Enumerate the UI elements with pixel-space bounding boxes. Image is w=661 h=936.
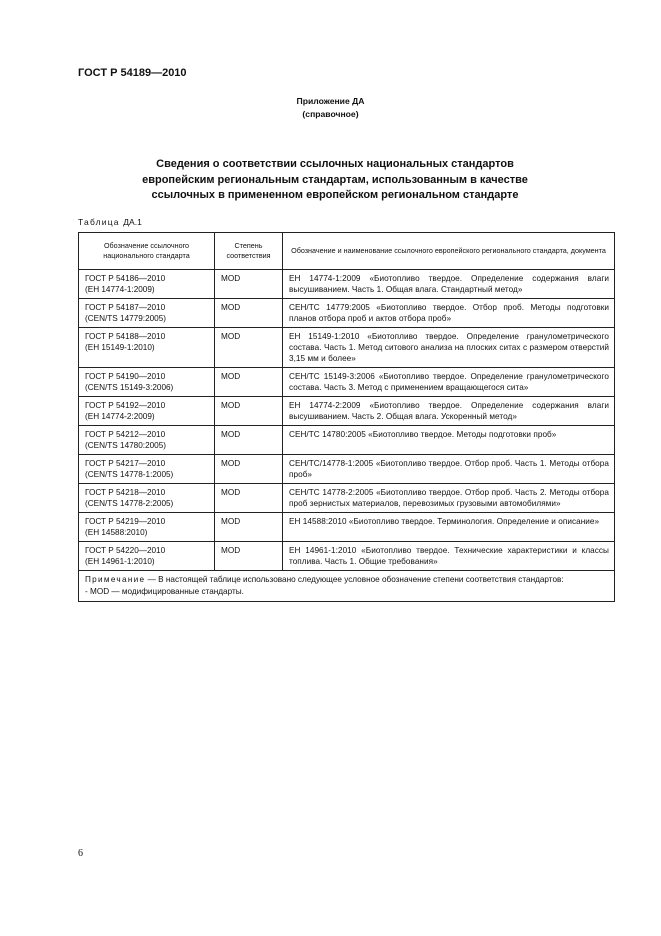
european-standard-cell: СЕН/ТС/14778-1:2005 «Биотопливо твердое. Отбор проб. Часть 1. Методы отбора проб» <box>283 455 615 484</box>
correspondence-table <box>78 232 615 602</box>
national-standard-reference: (CEN/TS 15149-3:2006) <box>85 383 174 392</box>
european-standard-cell: ЕН 14588:2010 «Биотопливо твердое. Терминология. Определение и описание» <box>283 513 615 542</box>
national-standard-code: ГОСТ Р 54187—2010 <box>85 303 166 312</box>
document-code: ГОСТ Р 54189—2010 <box>78 67 187 79</box>
national-standard-reference: (ЕН 14961-1:2010) <box>85 557 155 566</box>
national-standard-reference: (CEN/TS 14778-1:2005) <box>85 470 174 479</box>
table-caption-number: ДА.1 <box>123 217 142 227</box>
table-row <box>79 328 615 368</box>
national-standard-code: ГОСТ Р 54188—2010 <box>85 332 166 341</box>
national-standard-cell <box>79 368 215 397</box>
national-standard-reference: (CEN/TS 14780:2005) <box>85 441 167 450</box>
national-standard-code: ГОСТ Р 54190—2010 <box>85 372 166 381</box>
header-degree: Степень соответствия <box>215 233 283 270</box>
table-caption-label: Таблица <box>78 217 120 227</box>
degree-cell: MOD <box>215 299 283 328</box>
title-line: Сведения о соответствии ссылочных национальных стандартов <box>156 158 514 170</box>
national-standard-cell <box>79 513 215 542</box>
table-row <box>79 397 615 426</box>
table-row <box>79 299 615 328</box>
national-standard-cell <box>79 484 215 513</box>
degree-cell: MOD <box>215 328 283 368</box>
table-row <box>79 455 615 484</box>
european-standard-cell: ЕН 15149-1:2010 «Биотопливо твердое. Определение гранулометрического состава. Часть 1. Метод ситового анализа на плоских ситах с размером отверстий 3,15 мм и более» <box>283 328 615 368</box>
section-title <box>120 157 550 204</box>
table-header-row <box>79 233 615 270</box>
degree-cell: MOD <box>215 397 283 426</box>
national-standard-code: ГОСТ Р 54186—2010 <box>85 274 166 283</box>
table-caption <box>78 217 142 227</box>
degree-cell: MOD <box>215 426 283 455</box>
national-standard-reference: (ЕН 14774-2:2009) <box>85 412 155 421</box>
table-row <box>79 484 615 513</box>
degree-cell: MOD <box>215 513 283 542</box>
national-standard-code: ГОСТ Р 54217—2010 <box>85 459 166 468</box>
european-standard-cell: СЕН/ТС 14779:2005 «Биотопливо твердое. Отбор проб. Методы подготовки планов отбора проб и актов отбора проб» <box>283 299 615 328</box>
header-national-standard: Обозначение ссылочного национального стандарта <box>79 233 215 270</box>
national-standard-cell <box>79 270 215 299</box>
title-line: европейским региональным стандартам, использованным в качестве <box>142 173 528 186</box>
national-standard-cell <box>79 426 215 455</box>
table-row <box>79 542 615 571</box>
degree-cell: MOD <box>215 484 283 513</box>
national-standard-cell <box>79 455 215 484</box>
national-standard-reference: (CEN/TS 14778-2:2005) <box>85 499 174 508</box>
european-standard-cell: ЕН 14774-1:2009 «Биотопливо твердое. Определение содержания влаги высушиванием. Часть 1. Общая влага. Стандартный метод» <box>283 270 615 299</box>
appendix-heading <box>0 95 661 121</box>
european-standard-cell: СЕН/ТС 15149-3:2006 «Биотопливо твердое. Определение гранулометрического состава. Часть 3. Метод с применением вращающегося сита» <box>283 368 615 397</box>
page-number: 6 <box>78 848 83 859</box>
european-standard-cell: ЕН 14961-1:2010 «Биотопливо твердое. Технические характеристики и классы топлива. Часть 1. Общие требования» <box>283 542 615 571</box>
national-standard-code: ГОСТ Р 54218—2010 <box>85 488 166 497</box>
header-european-standard: Обозначение и наименование ссылочного европейского регионального стандарта, документа <box>283 233 615 270</box>
european-standard-cell: СЕН/ТС 14778-2:2005 «Биотопливо твердое. Отбор проб. Часть 2. Методы отбора проб зернистых материалов, перевозимых грузовыми автомобилями» <box>283 484 615 513</box>
table-note <box>79 571 615 602</box>
national-standard-code: ГОСТ Р 54192—2010 <box>85 401 166 410</box>
national-standard-cell <box>79 397 215 426</box>
national-standard-reference: (CEN/TS 14779:2005) <box>85 314 167 323</box>
table-row <box>79 513 615 542</box>
national-standard-cell <box>79 328 215 368</box>
table-row <box>79 270 615 299</box>
european-standard-cell: ЕН 14774-2:2009 «Биотопливо твердое. Определение содержания влаги высушиванием. Часть 2. Общая влага. Ускоренный метод» <box>283 397 615 426</box>
national-standard-reference: (ЕН 15149-1:2010) <box>85 343 155 352</box>
note-item: - MOD — модифицированные стандарты. <box>85 587 244 596</box>
european-standard-cell: СЕН/ТС 14780:2005 «Биотопливо твердое. Методы подготовки проб» <box>283 426 615 455</box>
appendix-name: Приложение ДА <box>296 96 365 106</box>
national-standard-cell <box>79 542 215 571</box>
national-standard-code: ГОСТ Р 54212—2010 <box>85 430 166 439</box>
degree-cell: MOD <box>215 455 283 484</box>
degree-cell: MOD <box>215 368 283 397</box>
note-row <box>79 571 615 602</box>
national-standard-cell <box>79 299 215 328</box>
table-row <box>79 368 615 397</box>
degree-cell: MOD <box>215 270 283 299</box>
national-standard-reference: (ЕН 14588:2010) <box>85 528 148 537</box>
note-text: — В настоящей таблице использовано следующее условное обозначение степени соответствия стандартов: <box>145 575 564 584</box>
table-row <box>79 426 615 455</box>
national-standard-code: ГОСТ Р 54219—2010 <box>85 517 166 526</box>
title-line: ссылочных в примененном европейском региональном стандарте <box>151 189 519 201</box>
national-standard-code: ГОСТ Р 54220—2010 <box>85 546 166 555</box>
national-standard-reference: (ЕН 14774-1:2009) <box>85 285 155 294</box>
degree-cell: MOD <box>215 542 283 571</box>
appendix-type: (справочное) <box>302 109 359 119</box>
note-label: Примечание <box>85 575 146 584</box>
